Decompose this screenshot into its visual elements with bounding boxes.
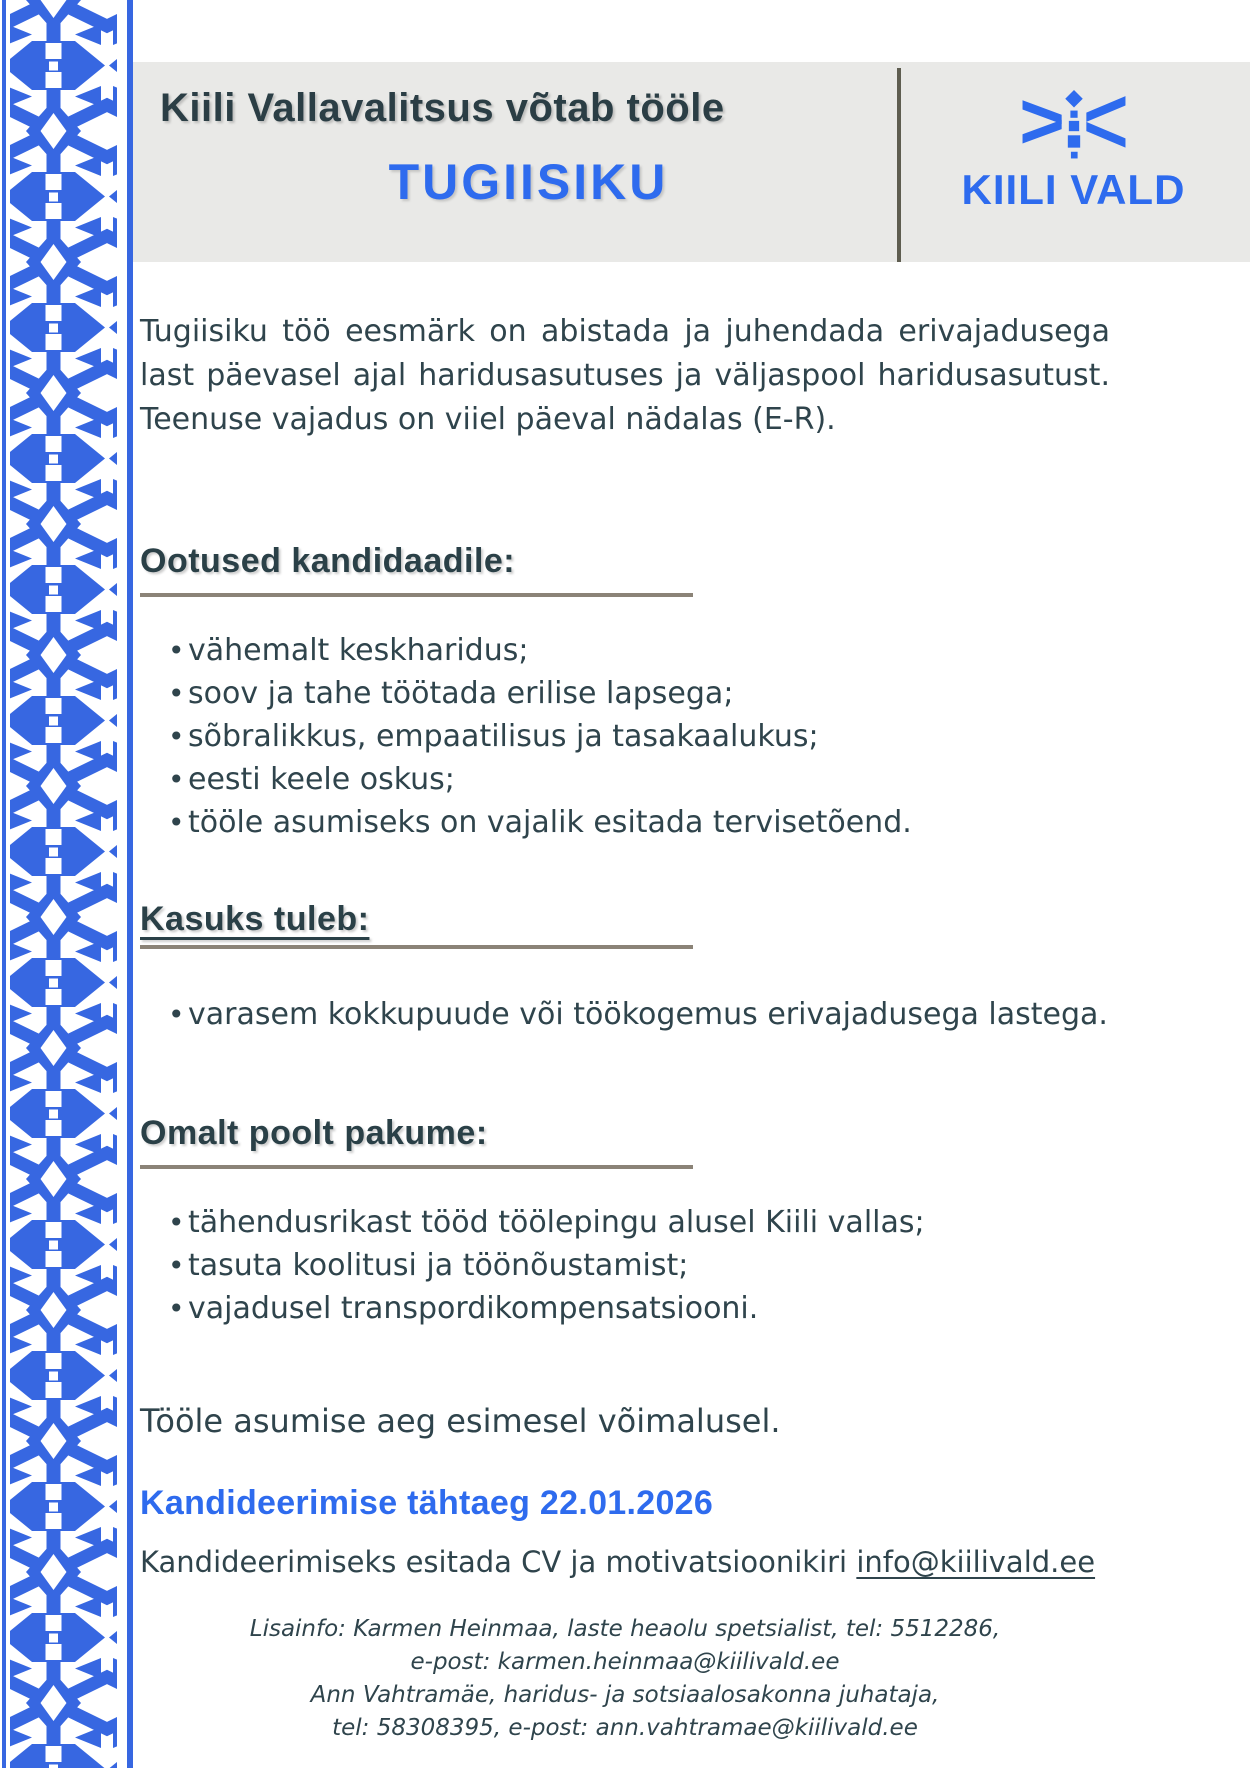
header-left bbox=[133, 62, 897, 262]
header-band bbox=[133, 62, 1250, 262]
folk-pattern-svg bbox=[0, 0, 133, 1768]
section-rule bbox=[140, 1165, 693, 1169]
contact-line: e-post: karmen.heinmaa@kiilivald.ee bbox=[410, 1649, 840, 1675]
list-item: • vajadusel transpordikompensatsiooni. bbox=[168, 1287, 1110, 1330]
document-body bbox=[140, 262, 1110, 1745]
list-item: • tasuta koolitusi ja töönõustamist; bbox=[168, 1244, 1110, 1287]
bullet-list bbox=[140, 1201, 1110, 1330]
contact-line: tel: 58308395, e-post: ann.vahtramae@kiilivald.ee bbox=[332, 1715, 918, 1741]
list-item: • tähendusrikast tööd töölepingu alusel Kiili vallas; bbox=[168, 1201, 1110, 1244]
apply-email-link[interactable]: info@kiilivald.ee bbox=[856, 1545, 1096, 1579]
contact-line: Lisainfo: Karmen Heinmaa, laste heaolu spetsialist, tel: 5512286, bbox=[249, 1616, 1001, 1642]
folk-pattern-border bbox=[0, 0, 133, 1768]
list-item: • sõbralikkus, empaatilisus ja tasakaalukus; bbox=[168, 715, 1110, 758]
contact-line: Ann Vahtramäe, haridus- ja sotsiaalosakonna juhataja, bbox=[310, 1682, 940, 1708]
section-kasuks bbox=[140, 844, 1110, 1036]
logo-block bbox=[897, 62, 1250, 262]
list-item: • eesti keele oskus; bbox=[168, 758, 1110, 801]
contact-info-block bbox=[140, 1613, 1110, 1745]
deadline-line: Kandideerimise tähtaeg 22.01.2026 bbox=[140, 1484, 714, 1522]
logo-text: KIILI VALD bbox=[961, 166, 1186, 213]
section-ootused bbox=[140, 442, 1110, 844]
list-item: • soov ja tahe töötada erilise lapsega; bbox=[168, 672, 1110, 715]
section-title: Ootused kandidaadile: bbox=[140, 542, 516, 580]
position-title: TUGIISIKU bbox=[388, 154, 669, 210]
dragonfly-folk-icon bbox=[1022, 90, 1126, 160]
header-divider bbox=[897, 68, 901, 262]
list-item: • varasem kokkupuude või töökogemus erivajadusega lastega. bbox=[168, 993, 1110, 1036]
apply-line bbox=[140, 1545, 1110, 1579]
bullet-list bbox=[140, 993, 1110, 1036]
intro-paragraph: Tugiisiku töö eesmärk on abistada ja juhendada erivajadusega last päevasel ajal haridusasutuses ja väljaspool haridusasutust. Teenuse vajadus on viiel päeval nädalas (E-R). bbox=[140, 314, 1110, 437]
list-item: • vähemalt keskharidus; bbox=[168, 629, 1110, 672]
section-title: Omalt poolt pakume: bbox=[140, 1114, 488, 1152]
list-item: • tööle asumiseks on vajalik esitada tervisetõend. bbox=[168, 801, 1110, 844]
section-rule bbox=[140, 593, 693, 597]
section-rule bbox=[140, 945, 693, 949]
start-date-line: Tööle asumise aeg esimesel võimalusel. bbox=[140, 1402, 781, 1440]
header-eyebrow: Kiili Vallavalitsus võtab tööle bbox=[160, 86, 725, 130]
apply-prefix: Kandideerimiseks esitada CV ja motivatsioonikiri bbox=[140, 1545, 857, 1579]
section-pakume bbox=[140, 1036, 1110, 1330]
section-title: Kasuks tuleb: bbox=[140, 900, 370, 938]
bullet-list bbox=[140, 629, 1110, 844]
